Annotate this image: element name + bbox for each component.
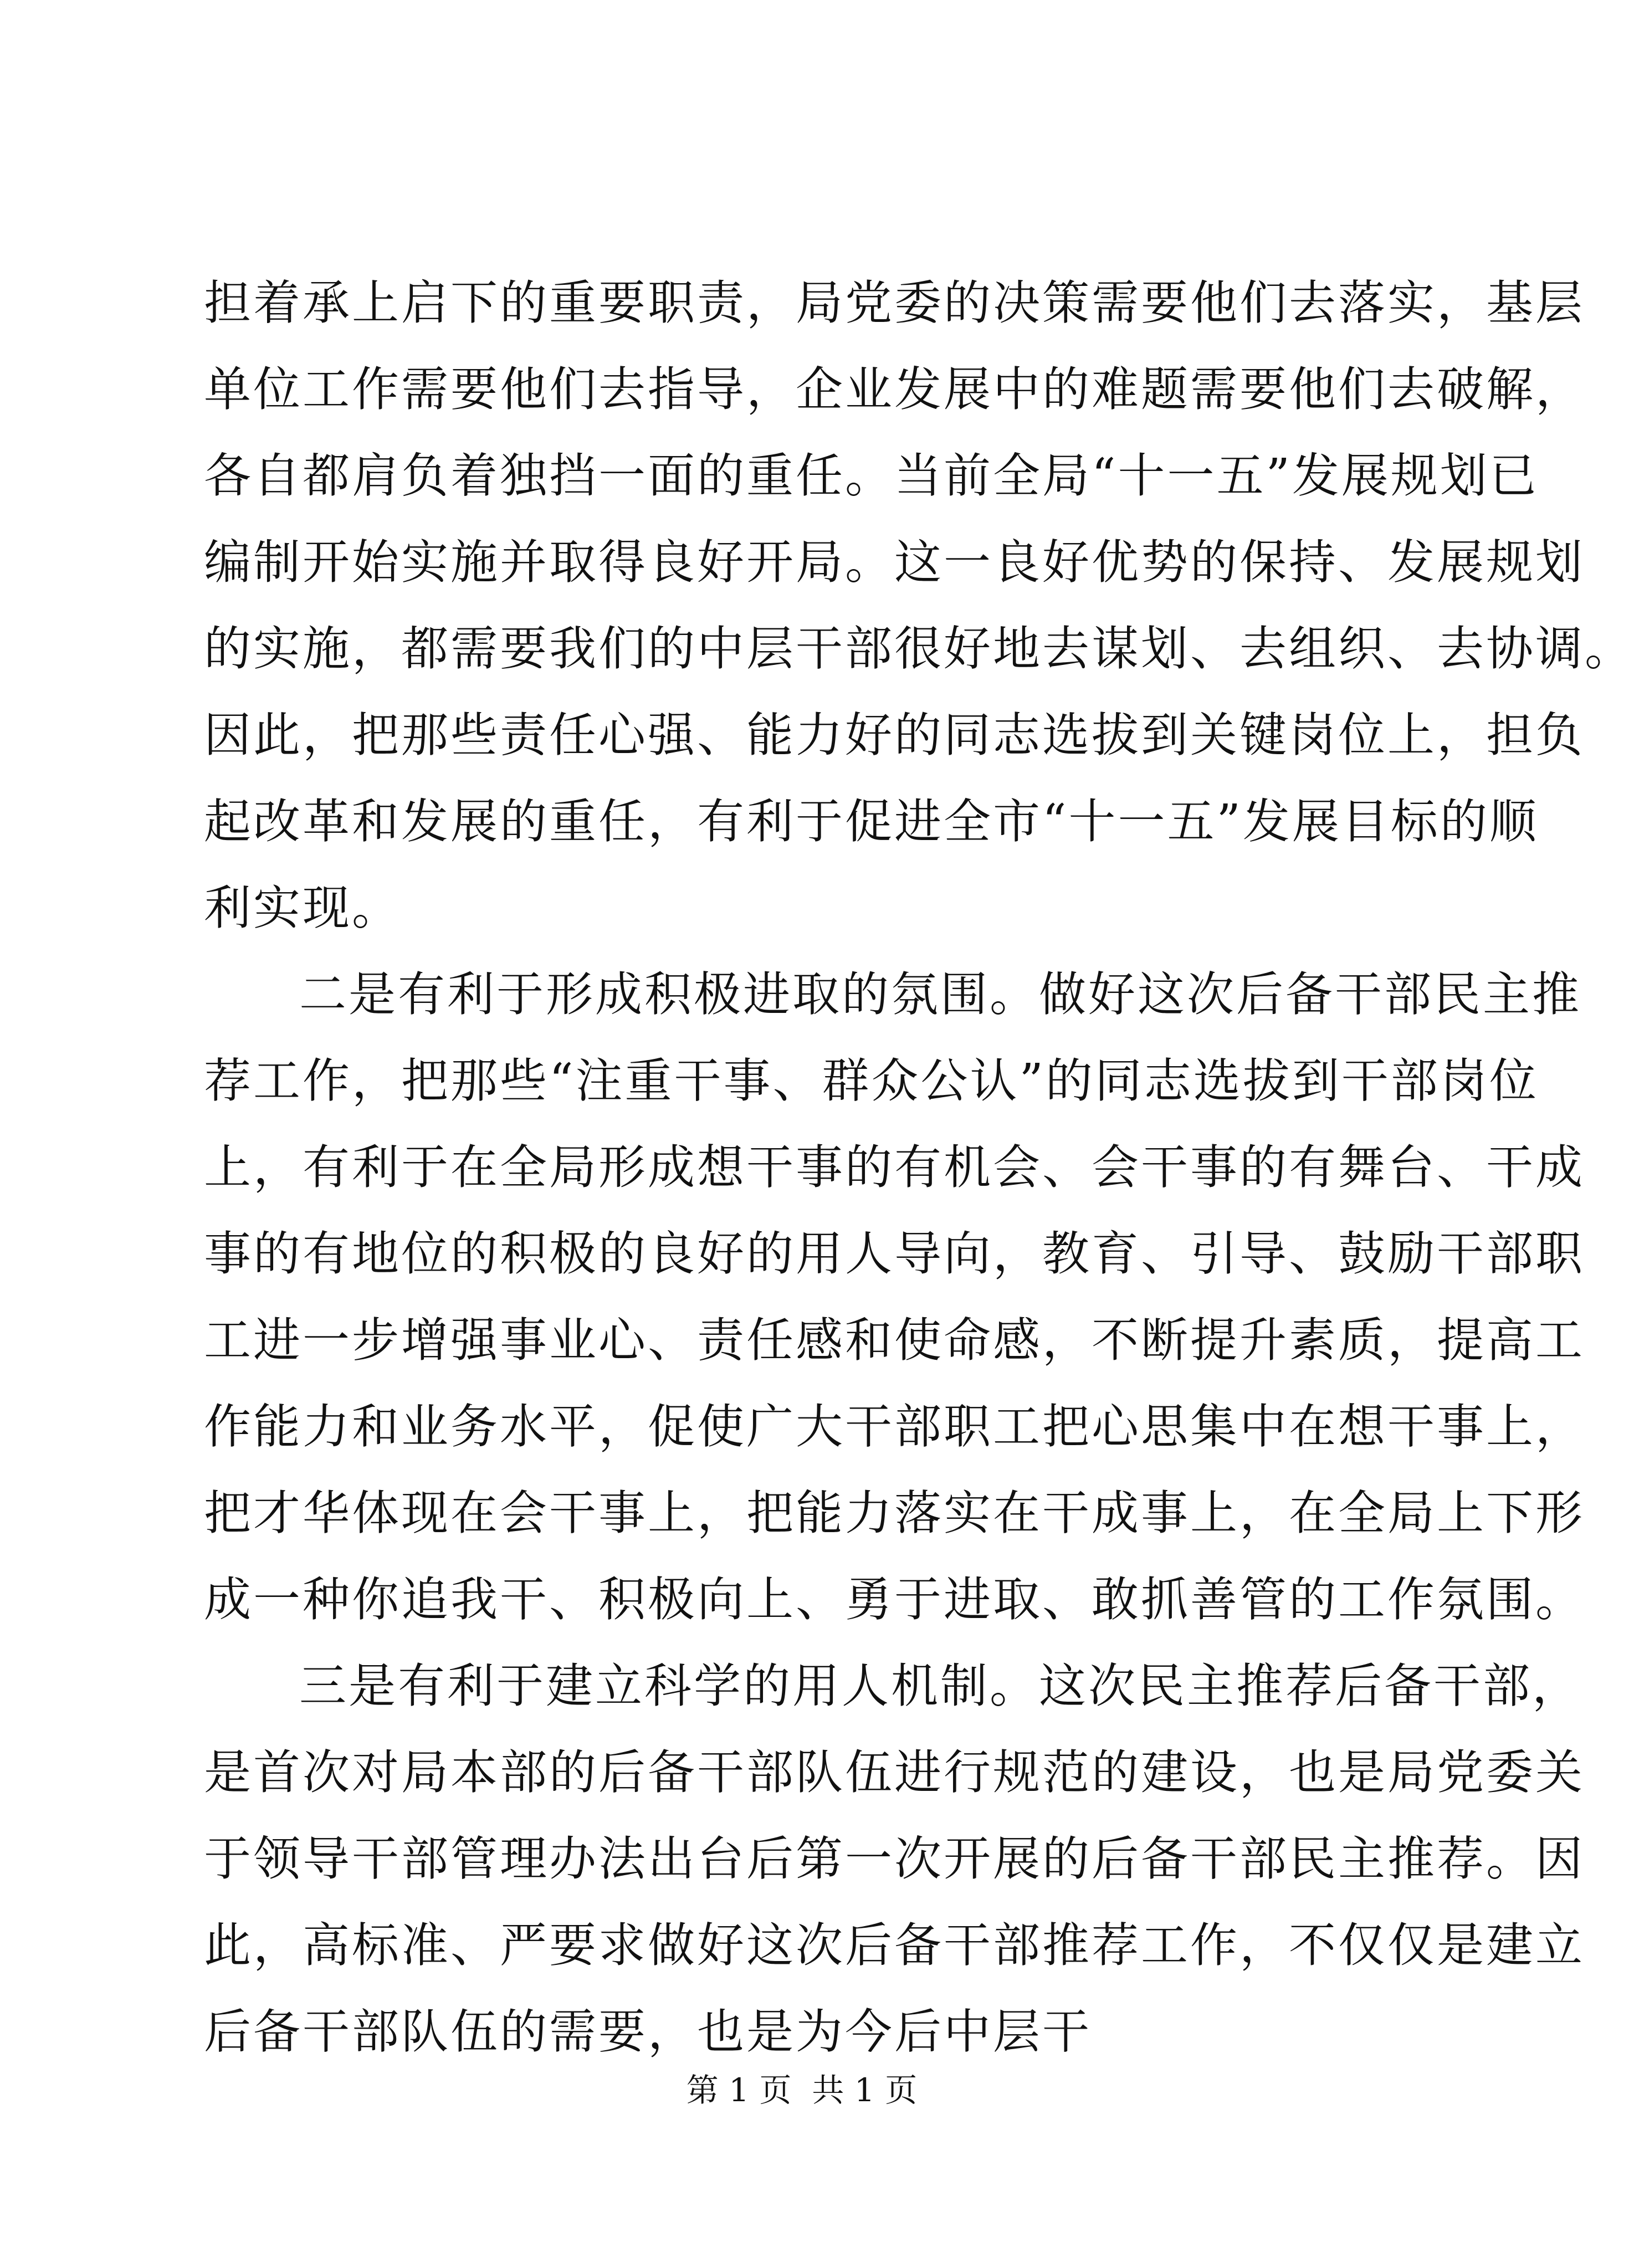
text-line: 起改革和发展的重任，有利于促进全市“十一五”发展目标的顺 [204,795,1539,849]
text-line: 事的有地位的积极的良好的用人导向，教育、引导、鼓励干部职 [204,1227,1585,1282]
text-line: 单位工作需要他们去指导，企业发展中的难题需要他们去破解， [204,362,1585,417]
text-line: 因此，把那些责任心强、能力好的同志选拔到关键岗位上，担负 [204,708,1585,763]
text-line: 后备干部队伍的需要，也是为今后中层干 [204,2005,1092,2060]
text-line: 利实现。 [204,881,402,936]
text-line: 编制开始实施并取得良好开局。这一良好优势的保持、发展规划 [204,535,1585,590]
text-line: 是首次对局本部的后备干部队伍进行规范的建设，也是局党委关 [204,1745,1585,1800]
text-line: 成一种你追我干、积极向上、勇于进取、敢抓善管的工作氛围。 [204,1573,1585,1627]
text-line: 担着承上启下的重要职责，局党委的决策需要他们去落实，基层 [204,276,1585,331]
text-line: 于领导干部管理办法出台后第一次开展的后备干部民主推荐。因 [204,1832,1585,1887]
text-line: 把才华体现在会干事上，把能力落实在干成事上，在全局上下形 [204,1486,1585,1541]
text-line: 上，有利于在全局形成想干事的有机会、会干事的有舞台、干成 [204,1140,1585,1195]
text-line: 荐工作，把那些“注重干事、群众公认”的同志选拔到干部岗位 [204,1054,1539,1109]
text-line: 此，高标准、严要求做好这次后备干部推荐工作，不仅仅是建立 [204,1918,1585,1973]
paragraph-start-line: 三是有利于建立科学的用人机制。这次民主推荐后备干部， [299,1659,1582,1714]
text-line: 作能力和业务水平，促使广大干部职工把心思集中在想干事上， [204,1400,1585,1455]
page-footer: 第 1 页 共 1 页 [686,2071,918,2109]
text-line: 各自都肩负着独挡一面的重任。当前全局“十一五”发展规划已 [204,449,1539,504]
text-line: 工进一步增强事业心、责任感和使命感，不断提升素质，提高工 [204,1313,1585,1368]
body-text [204,260,1634,2076]
paragraph-start-line: 二是有利于形成积极进取的氛围。做好这次后备干部民主推 [299,967,1582,1022]
text-line: 的实施，都需要我们的中层干部很好地去谋划、去组织、去协调。 [204,622,1634,677]
